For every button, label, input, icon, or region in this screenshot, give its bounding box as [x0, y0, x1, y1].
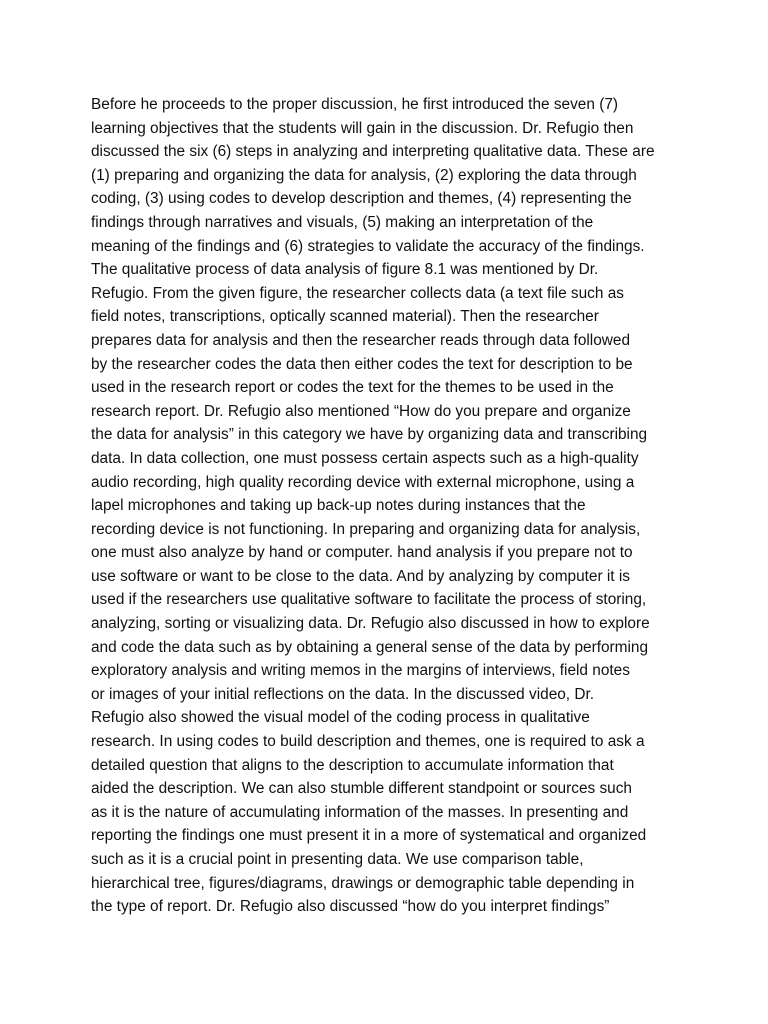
paragraph-line: one must also analyze by hand or computer. hand analysis if you prepare not to	[91, 544, 633, 562]
paragraph-line: aided the description. We can also stumble different standpoint or sources such	[91, 780, 632, 798]
paragraph-line: data. In data collection, one must possess certain aspects such as a high-quality	[91, 449, 639, 467]
paragraph-line: exploratory analysis and writing memos in the margins of interviews, field notes	[91, 662, 630, 680]
paragraph-line: and code the data such as by obtaining a general sense of the data by performing	[91, 638, 649, 656]
paragraph-line: Before he proceeds to the proper discussion, he first introduced the seven (7)	[91, 96, 619, 113]
paragraph-line: field notes, transcriptions, optically scanned material). Then the researcher	[91, 308, 599, 326]
paragraph-line: lapel microphones and taking up back-up notes during instances that the	[91, 497, 586, 515]
paragraph-line: analyzing, sorting or visualizing data. Dr. Refugio also discussed in how to explore	[91, 615, 650, 633]
paragraph-line: used if the researchers use qualitative software to facilitate the process of storing,	[91, 591, 647, 609]
paragraph-line: as it is the nature of accumulating information of the masses. In presenting and	[91, 803, 629, 821]
paragraph-line: research. In using codes to build description and themes, one is required to ask a	[91, 733, 645, 751]
paragraph-line: used in the research report or codes the text for the themes to be used in the	[91, 379, 614, 397]
paragraph-line: Refugio. From the given figure, the researcher collects data (a text file such as	[91, 284, 624, 302]
paragraph-line: findings through narratives and visuals, (5) making an interpretation of the	[91, 213, 594, 231]
paragraph-line: or images of your initial reflections on the data. In the discussed video, Dr.	[91, 685, 595, 703]
paragraph-line: use software or want to be close to the data. And by analyzing by computer it is	[91, 567, 630, 585]
body-paragraph	[91, 93, 691, 919]
paragraph-line: detailed question that aligns to the description to accumulate information that	[91, 756, 614, 774]
paragraph-line: the data for analysis” in this category we have by organizing data and transcribing	[91, 426, 648, 444]
paragraph-line: reporting the findings one must present it in a more of systematical and organized	[91, 827, 647, 845]
paragraph-line: meaning of the findings and (6) strategies to validate the accuracy of the findings.	[91, 237, 645, 255]
paragraph-line: coding, (3) using codes to develop description and themes, (4) representing the	[91, 190, 632, 208]
paragraph-line: such as it is a crucial point in presenting data. We use comparison table,	[91, 851, 584, 868]
paragraph-line: Refugio also showed the visual model of the coding process in qualitative	[91, 709, 590, 727]
paragraph-line: prepares data for analysis and then the researcher reads through data followed	[91, 331, 631, 349]
paragraph-line: discussed the six (6) steps in analyzing and interpreting qualitative data. These are	[91, 143, 655, 161]
paragraph-line: The qualitative process of data analysis of figure 8.1 was mentioned by Dr.	[91, 261, 599, 279]
paragraph-line: recording device is not functioning. In preparing and organizing data for analysis,	[91, 520, 641, 538]
paragraph-line: hierarchical tree, figures/diagrams, drawings or demographic table depending in	[91, 874, 635, 892]
paragraph-line: the type of report. Dr. Refugio also discussed “how do you interpret findings”	[91, 898, 610, 916]
paragraph-line: by the researcher codes the data then either codes the text for description to be	[91, 355, 633, 373]
paragraph-line: learning objectives that the students will gain in the discussion. Dr. Refugio then	[91, 119, 634, 137]
paragraph-line: (1) preparing and organizing the data for analysis, (2) exploring the data through	[91, 166, 637, 184]
paragraph-line: research report. Dr. Refugio also mentioned “How do you prepare and organize	[91, 402, 631, 420]
paragraph-line: audio recording, high quality recording device with external microphone, using a	[91, 473, 635, 491]
